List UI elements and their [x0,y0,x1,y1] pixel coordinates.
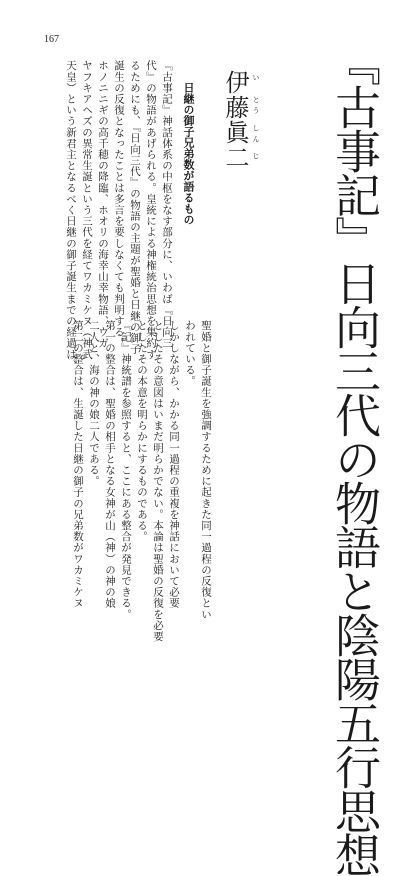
page-number: 167 [44,34,59,45]
body-line: 誕生の反復となったことは多言を要しなくても判明する。 [113,60,125,349]
body-line: しかしながら、かかる同一過程の重複を神話において必要 [168,320,180,609]
body-line: るためにも、『日向三代』の物語の主題が聖婚と日継の御子 [129,60,141,355]
article-title: 『古事記』日向三代の物語と陰陽五行思想 [328,40,382,876]
body-line: としたその意図はいまだ明らかでない。本論は聖婚の反復を必要 [152,320,164,642]
author-name: 伊藤眞二 [221,70,249,170]
body-line: 『記』神統譜を参照すると、ここにある整合が発見できる。 [120,320,132,620]
body-line: 『古事記』神話体系の中枢をなす部分に、いわば『日向三 [161,60,173,349]
body-line: ホノニニギの高千穂の降臨、ホオリの海幸山幸物語、ウガ [97,60,109,349]
body-line: ヤフキアヘズの異常生誕という三代を経てワカミケヌ（神武 [81,60,93,360]
body-line: 聖婚と御子誕生を強調するために起きた同一過程の反復とい [200,320,212,620]
body-line: 第二の整合は、生誕した日継の御子の兄弟数がワカミケヌ [72,320,84,609]
body-line: われている。 [184,320,196,387]
body-line: としたその本意を明らかにするものである。 [136,320,148,542]
section-heading: 日継の御子兄弟数が語るもの [182,82,195,225]
body-line: 天皇）という新君主となるべく日継の御子誕生までの経過は、 [65,60,77,371]
body-line: 代』の物語があげられる。皇統による神権統治思想を集約す [145,60,157,360]
author-ruby: い とう しん じ [252,74,260,164]
body-line: 第一の整合は、聖婚の相手となる女神が山（神）の神の娘 [104,320,116,609]
body-line: 二人と、海の神の娘二人である。 [88,320,100,487]
